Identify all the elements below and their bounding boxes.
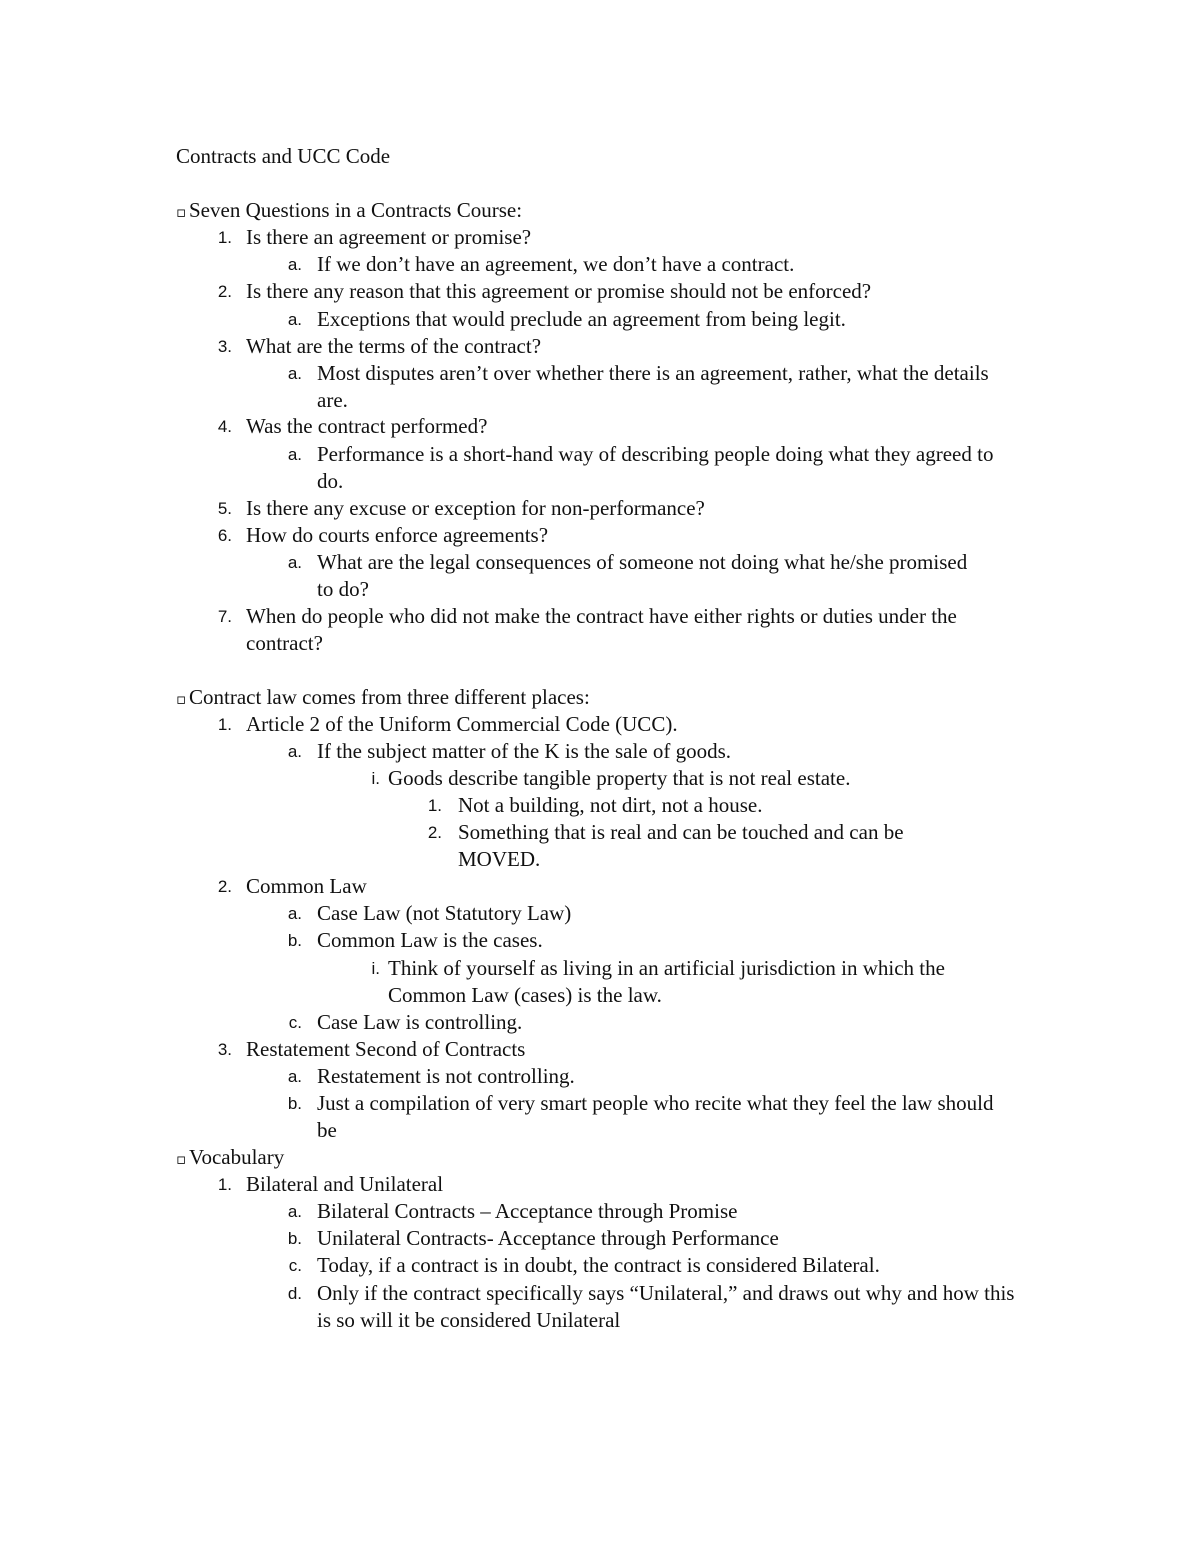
document-page: Contracts and UCC Code ▫ Seven Questions in a Contracts Course: 1. Is there an agreement or promise? a. If we don’t have an agreement, we don’t have a contract. 2. Is there any reason that this agreement or promise should not be enforced? a. Exceptions that would preclude an agreement from being legit. 3. What are the terms of the contract? a. Most disputes aren’t over whether there is an agreement, rather, what the details are. 4. Was the contract performed? a. Performance is a short-hand way of describing people doing what they agreed to do. 5. Is there any excuse or exception for non-performance? 6. How do courts enforce agreements? a. What are the legal consequences of someone not doing what he/she promised to do? 7. When do people who did not make the contract have either rights or duties under the contract? ▫ Contract law comes from three different places: 1. Article 2 of the Uniform Commercial Code (UCC). a. If the subject matter of the K is the sale of goods. i. Goods describe tangible property that is not real estate. 1. Not a building, not dirt, not a house. 2. Something that is real and can be touched and can be MOVED. 2. Common Law a. Case Law (not Statutory Law) b. Common Law is the cases. i. Think of yourself as living in an artificial jurisdiction in which the Common Law (cases) is the law. c. Case Law is controlling. 3. Restatement Second of Contracts a. Restatement is not controlling. b. Just a compilation of very smart people who recite what they feel the law should be ▫ Vocabulary 1. Bilateral and Unilateral a. Bilateral Contracts – Acceptance through Promise b. Unilateral Contracts- Acceptance through Performance c. Today, if a contract is in doubt, the contract is considered Bilateral. d. Only if the contract specifically says “Unilateral,” and draws out why and how this is so will it be considered Unilateral (176, 144, 1015, 1332)
section-heading: ▫ Seven Questions in a Contracts Course: (176, 197, 522, 226)
square-bullet-icon: ▫ (176, 1150, 187, 1168)
section-heading: ▫ Contract law comes from three different places: (176, 684, 590, 713)
square-bullet-icon: ▫ (176, 203, 187, 221)
section-heading: ▫ Vocabulary (176, 1144, 284, 1173)
square-bullet-icon: ▫ (176, 690, 187, 708)
document-title: Contracts and UCC Code (176, 144, 391, 168)
